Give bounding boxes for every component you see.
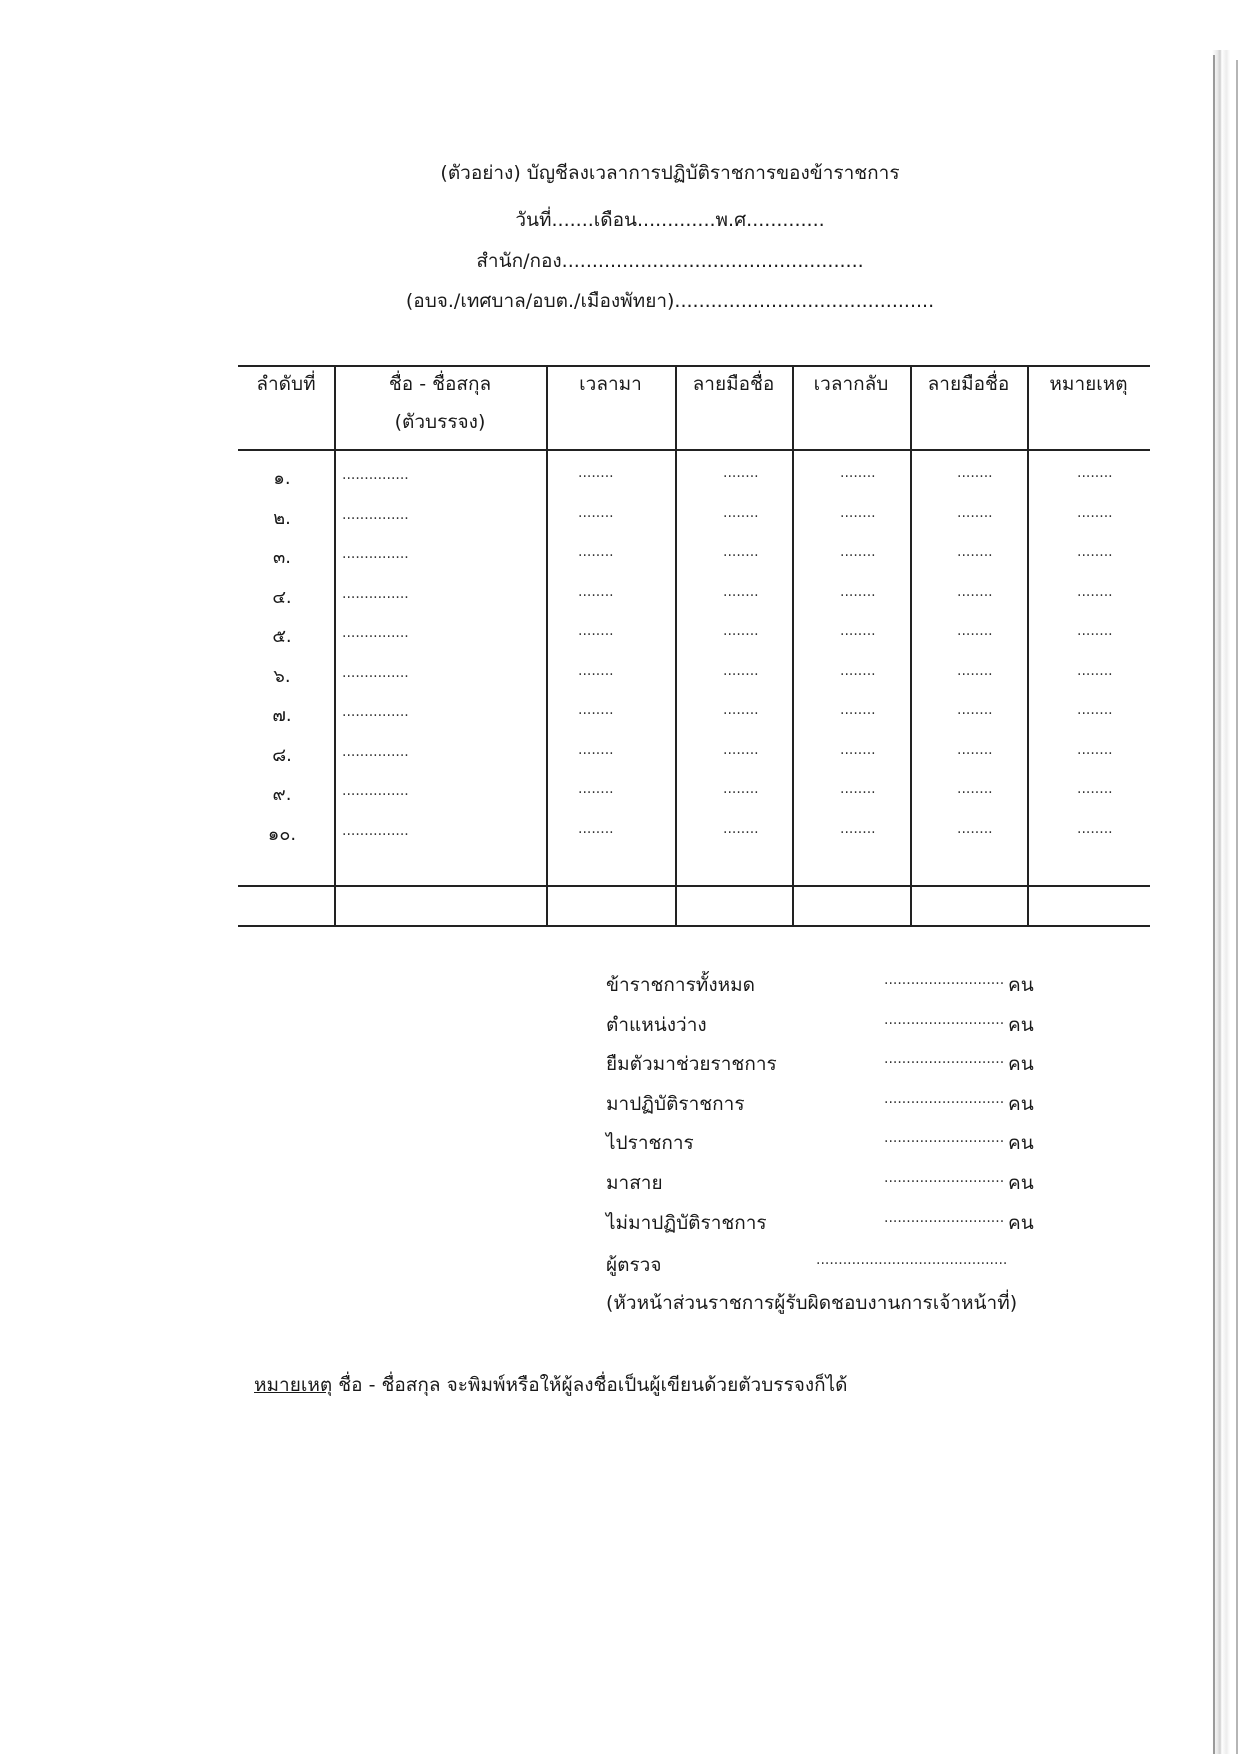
table-footer-border [238,885,1150,887]
office-line: สำนัก/กอง.................................................. [476,250,864,272]
summary-label: ยืมตัวมาช่วยราชการ [606,1053,777,1076]
time-out-blank[interactable]: ........ [840,504,876,521]
remark-blank[interactable]: ........ [1077,702,1113,718]
signature-out-blank[interactable]: ........ [957,820,993,837]
remark-blank[interactable]: ........ [1077,741,1113,758]
checker-role: (หัวหน้าส่วนราชการผู้รับผิดชอบงานการเจ้าหน้าที่) [606,1292,1018,1314]
name-blank[interactable]: ............... [342,585,409,602]
time-out-blank[interactable]: ........ [840,781,876,797]
remark-blank[interactable]: ........ [1077,465,1113,481]
summary-label: ไม่มาปฏิบัติราชการ [606,1211,767,1234]
name-blank[interactable]: ............... [342,506,409,523]
column-divider [675,365,677,926]
signature-in-blank[interactable]: ........ [723,702,759,718]
checker-row [606,1250,1046,1282]
signature-in-blank[interactable]: ........ [723,623,759,639]
summary-count-blank[interactable]: ........................... [884,1051,1005,1068]
row-number: ๙. [272,784,292,805]
document-title: (ตัวอย่าง) บัญชีลงเวลาการปฏิบัติราชการของข้าราชการ [440,162,900,184]
name-blank[interactable]: ............... [342,822,409,839]
signature-out-blank[interactable]: ........ [957,623,993,639]
summary-unit: คน [1008,1132,1034,1155]
row-number: ๔. [272,586,292,608]
column-header-signature-in: ลายมือชื่อ [692,373,775,395]
row-number: ๘. [272,744,292,766]
summary-row [606,1208,1046,1240]
name-blank[interactable]: ............... [342,467,409,483]
time-in-blank[interactable]: ........ [578,662,614,679]
time-in-blank[interactable]: ........ [578,465,614,481]
time-in-blank[interactable]: ........ [578,741,614,758]
signature-out-blank[interactable]: ........ [957,741,993,758]
date-line: วันที่.......เดือน.............พ.ศ............. [515,209,825,231]
summary-unit: คน [1008,974,1034,996]
summary-row [606,1049,1046,1081]
column-divider [334,365,336,926]
time-out-blank[interactable]: ........ [840,544,876,560]
column-header-order: ลำดับที่ [256,373,316,395]
time-in-blank[interactable]: ........ [578,544,614,560]
summary-label: มาปฏิบัติราชการ [606,1092,745,1115]
column-header-name: ชื่อ - ชื่อสกุล [388,373,492,395]
row-number: ๕. [272,626,292,647]
summary-row [606,1168,1046,1200]
signature-out-blank[interactable]: ........ [957,465,993,481]
time-in-blank[interactable]: ........ [578,820,614,837]
signature-in-blank[interactable]: ........ [723,741,759,758]
remark-blank[interactable]: ........ [1077,781,1113,797]
signature-in-blank[interactable]: ........ [723,504,759,521]
summary-unit: คน [1008,1092,1034,1115]
summary-label: ข้าราชการทั้งหมด [606,974,755,996]
remark-blank[interactable]: ........ [1077,504,1113,521]
checker-role-row [606,1288,1086,1320]
footnote-text: ชื่อ - ชื่อสกุล จะพิมพ์หรือให้ผู้ลงชื่อเป็นผู้เขียนด้วยตัวบรรจงก็ได้ [332,1374,848,1396]
remark-blank[interactable]: ........ [1077,662,1113,679]
signature-out-blank[interactable]: ........ [957,583,993,600]
name-blank[interactable]: ............... [342,704,409,720]
column-header-time-in: เวลามา [579,373,642,395]
summary-count-blank[interactable]: ........................... [884,1170,1005,1186]
name-blank[interactable]: ............... [342,743,409,760]
time-out-blank[interactable]: ........ [840,465,876,481]
column-header-remark: หมายเหตุ [1049,373,1128,395]
signature-in-blank[interactable]: ........ [723,583,759,600]
remark-blank[interactable]: ........ [1077,544,1113,560]
signature-in-blank[interactable]: ........ [723,781,759,797]
time-in-blank[interactable]: ........ [578,583,614,600]
organization-line: (อบจ./เทศบาล/อบต./เมืองพัทยา)........................................... [405,290,935,312]
time-in-blank[interactable]: ........ [578,504,614,521]
remark-blank[interactable]: ........ [1077,583,1113,600]
remark-blank[interactable]: ........ [1077,623,1113,639]
checker-signature-blank[interactable]: ........................................... [816,1252,1008,1268]
row-number: ๓. [272,547,292,568]
summary-count-blank[interactable]: ........................... [884,972,1005,988]
signature-in-blank[interactable]: ........ [723,662,759,679]
footnote [254,1370,848,1400]
signature-out-blank[interactable]: ........ [957,662,993,679]
checker-label: ผู้ตรวจ [606,1254,662,1276]
signature-out-blank[interactable]: ........ [957,504,993,521]
name-blank[interactable]: ............... [342,546,409,562]
summary-unit: คน [1008,1172,1034,1194]
summary-count-blank[interactable]: ........................... [884,1090,1005,1107]
table-header-border [238,449,1150,451]
column-header-time-out: เวลากลับ [813,373,889,395]
time-out-blank[interactable]: ........ [840,820,876,837]
signature-in-blank[interactable]: ........ [723,465,759,481]
signature-out-blank[interactable]: ........ [957,781,993,797]
column-divider [792,365,794,926]
column-divider [546,365,548,926]
attendance-table [238,365,1150,931]
signature-out-blank[interactable]: ........ [957,544,993,560]
summary-unit: คน [1008,1211,1034,1234]
row-number: ๗. [272,705,292,726]
summary-row [606,1089,1046,1121]
column-header-name-sub: (ตัวบรรจง) [394,411,486,433]
time-out-blank[interactable]: ........ [840,702,876,718]
remark-blank[interactable]: ........ [1077,820,1113,837]
summary-label: มาสาย [606,1172,663,1194]
name-blank[interactable]: ............... [342,783,409,799]
summary-row [606,1128,1046,1160]
footnote-label: หมายเหตุ [254,1374,333,1396]
name-blank[interactable]: ............... [342,625,409,641]
row-number: ๖. [273,665,291,687]
signature-in-blank[interactable]: ........ [723,820,759,837]
summary-row [606,970,1046,1002]
summary-label: ตำแหน่งว่าง [606,1013,707,1036]
time-in-blank[interactable]: ........ [578,781,614,797]
name-blank[interactable]: ............... [342,664,409,681]
summary-count-blank[interactable]: ........................... [884,1209,1005,1226]
time-in-blank[interactable]: ........ [578,702,614,718]
summary-row [606,1010,1046,1042]
summary-count-blank[interactable]: ........................... [884,1130,1005,1147]
row-number: ๑๐. [267,823,297,845]
time-out-blank[interactable]: ........ [840,662,876,679]
signature-in-blank[interactable]: ........ [723,544,759,560]
table-bottom-border [238,925,1150,927]
column-divider [910,365,912,926]
summary-unit: คน [1008,1013,1034,1036]
row-number: ๑. [273,468,291,489]
summary-count-blank[interactable]: ........................... [884,1011,1005,1028]
time-out-blank[interactable]: ........ [840,583,876,600]
summary-unit: คน [1008,1053,1034,1076]
time-in-blank[interactable]: ........ [578,623,614,639]
time-out-blank[interactable]: ........ [840,623,876,639]
summary-label: ไปราชการ [606,1132,694,1155]
column-header-signature-out: ลายมือชื่อ [927,373,1010,395]
column-divider [1027,365,1029,926]
signature-out-blank[interactable]: ........ [957,702,993,718]
row-number: ๒. [273,507,291,529]
time-out-blank[interactable]: ........ [840,741,876,758]
